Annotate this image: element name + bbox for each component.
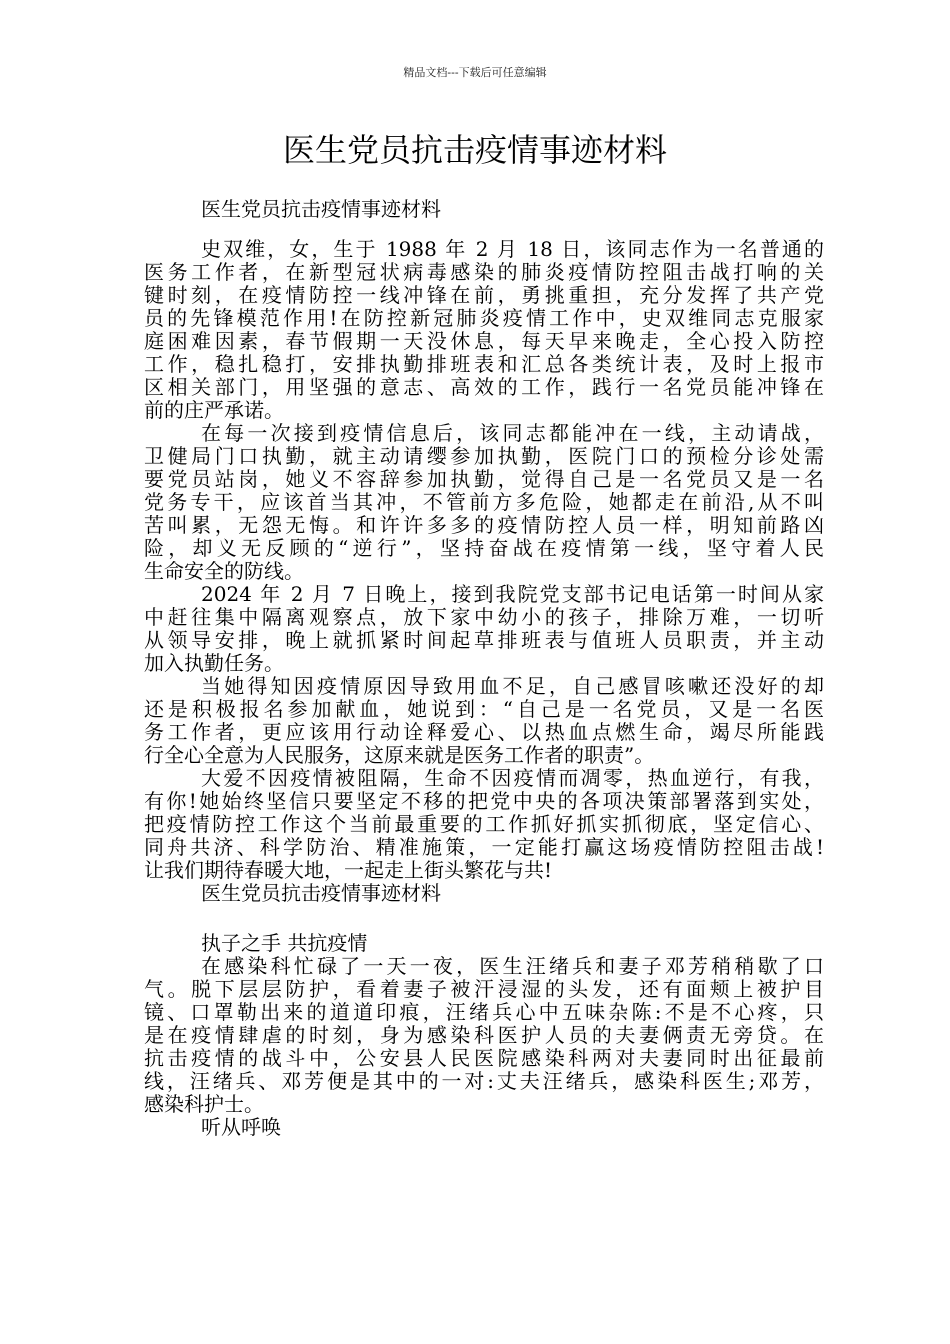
document-title: 医生党员抗击疫情事迹材料 (282, 131, 667, 169)
paragraph-line: 键时刻，在疫情防控一线冲锋在前，勇挑重担，充分发挥了共产党 (144, 283, 824, 307)
paragraph-line: 医务工作者，在新型冠状病毒感染的肺炎疫情防控阻击战打响的关 (144, 260, 824, 284)
paragraph-line: 线，汪绪兵、邓芳便是其中的一对:丈夫汪绪兵，感染科医生;邓芳， (144, 1069, 824, 1093)
paragraph-line: 区相关部门，用坚强的意志、高效的工作，践行一名党员能冲锋在 (144, 375, 824, 399)
paragraph-4 (144, 675, 824, 767)
paragraph-line: 气。脱下层层防护，看着妻子被汗浸湿的头发，还有面颊上被护目 (144, 977, 824, 1001)
paragraph-3 (144, 583, 824, 675)
paragraph-line: 史双维，女，生于 1988 年 2 月 18 日，该同志作为一名普通的 (201, 237, 824, 261)
paragraph-line: 党务专干，应该首当其冲，不管前方多危险，她都走在前沿,从不叫 (144, 490, 824, 514)
paragraph-line: 当她得知因疫情原因导致用血不足，自己感冒咳嗽还没好的却 (201, 674, 824, 698)
closing-heading: 听从呼唤 (201, 1115, 281, 1139)
document-subtitle: 医生党员抗击疫情事迹材料 (201, 197, 441, 221)
paragraph-line: 感染科护士。 (144, 1092, 264, 1116)
paragraph-line: 抗击疫情的战斗中，公安县人民医院感染科两对夫妻同时出征最前 (144, 1046, 824, 1070)
paragraph-line: 苦叫累，无怨无悔。和许许多多的疫情防控人员一样，明知前路凶 (144, 513, 824, 537)
header-note: 精品文档---下载后可任意编辑 (403, 66, 547, 79)
paragraph-line: 让我们期待春暖大地，一起走上街头繁花与共! (144, 858, 553, 882)
paragraph-line: 有你!她始终坚信只要坚定不移的把党中央的各项决策部署落到实处， (144, 789, 824, 813)
paragraph-line: 在感染科忙碌了一天一夜，医生汪绪兵和妻子邓芳稍稍歇了口 (201, 954, 824, 978)
paragraph-line: 生命安全的防线。 (144, 559, 304, 583)
paragraph-line: 务工作者，更应该用行动诠释爱心、以热血点燃生命，竭尽所能践 (144, 720, 824, 744)
repeat-heading: 医生党员抗击疫情事迹材料 (201, 881, 441, 905)
paragraph-line: 卫健局门口执勤，就主动请缨参加执勤，医院门口的预检分诊处需 (144, 444, 824, 468)
paragraph-line: 在每一次接到疫情信息后，该同志都能冲在一线，主动请战， (201, 421, 824, 445)
paragraph-line: 员的先锋模范作用!在防控新冠肺炎疫情工作中，史双维同志克服家 (144, 306, 824, 330)
paragraph-line: 是在疫情肆虐的时刻，身为感染科医护人员的夫妻俩责无旁贷。在 (144, 1023, 824, 1047)
paragraph-line: 工作，稳扎稳打，安排执勤排班表和汇总各类统计表，及时上报市 (144, 352, 824, 376)
paragraph-line: 加入执勤任务。 (144, 651, 284, 675)
paragraph-line: 2024 年 2 月 7 日晚上，接到我院党支部书记电话第一时间从家 (201, 582, 824, 606)
section-heading: 执子之手 共抗疫情 (201, 931, 368, 955)
paragraph-line: 还是积极报名参加献血，她说到：“自己是一名党员，又是一名医 (144, 697, 824, 721)
paragraph-5 (144, 767, 824, 882)
paragraph-line: 同舟共济、科学防治、精准施策，一定能打赢这场疫情防控阻击战! (144, 835, 824, 859)
document-body (144, 198, 824, 1139)
paragraph-line: 行全心全意为人民服务，这原来就是医务工作者的职责”。 (144, 743, 655, 767)
paragraph-line: 要党员站岗，她义不容辞参加执勤，觉得自己是一名党员又是一名 (144, 467, 824, 491)
paragraph-line: 大爱不因疫情被阻隔，生命不因疫情而凋零，热血逆行，有我， (201, 766, 824, 790)
paragraph-line: 庭困难因素，春节假期一天没休息，每天早来晚走，全心投入防控 (144, 329, 824, 353)
paragraph-line: 镜、口罩勒出来的道道印痕，汪绪兵心中五味杂陈:不是不心疼，只 (144, 1000, 824, 1024)
paragraph-line: 从领导安排，晚上就抓紧时间起草排班表与值班人员职责，并主动 (144, 628, 824, 652)
paragraph-line: 前的庄严承诺。 (144, 398, 284, 422)
section-paragraph (144, 955, 824, 1116)
paragraph-line: 险，却义无反顾的“逆行”，坚持奋战在疫情第一线，坚守着人民 (144, 536, 824, 560)
paragraph-1 (144, 238, 824, 422)
paragraph-line: 中赶往集中隔离观察点，放下家中幼小的孩子，排除万难，一切听 (144, 605, 824, 629)
paragraph-2 (144, 422, 824, 583)
paragraph-line: 把疫情防控工作这个当前最重要的工作抓好抓实抓彻底，坚定信心、 (144, 812, 824, 836)
